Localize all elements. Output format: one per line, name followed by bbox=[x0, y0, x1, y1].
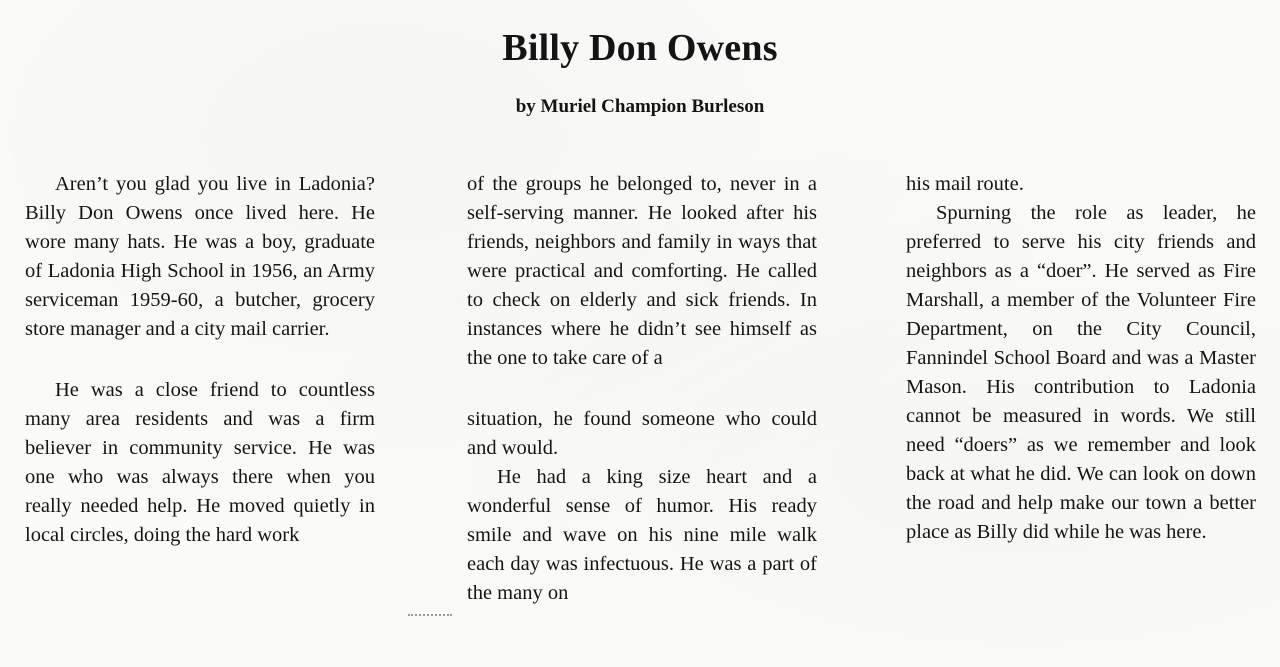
paragraph: Aren’t you glad you live in Ladonia? Billy Don Owens once lived here. He wore many hats. He was a boy, graduate of Ladonia High School in 1956, an Army serviceman 1959-60, a butcher, grocery store manager and a city mail carrier. bbox=[25, 173, 375, 340]
paragraph: situation, he found someone who could and would. bbox=[467, 408, 817, 459]
paragraph-gap bbox=[467, 373, 817, 405]
article-column-1 bbox=[25, 170, 375, 550]
paragraph-gap bbox=[25, 344, 375, 376]
article-column-2 bbox=[467, 170, 817, 608]
paragraph: Spurning the role as leader, he preferred to serve his city friends and neighbors as a “doer”. He served as Fire Marshall, a member of the Volunteer Fire Department, on the City Council, Fannindel School Board and was a Master Mason. His contribution to Ladonia cannot be measured in words. We still need “doers” as we remember and look back at what he did. We can look on down the road and help make our town a better place as Billy did while he was here. bbox=[906, 202, 1256, 543]
article-byline: by Muriel Champion Burleson bbox=[515, 96, 765, 117]
paragraph: his mail route. bbox=[906, 173, 1024, 195]
paragraph: He was a close friend to countless many area residents and was a firm believer in community service. He was one who was always there when you really needed help. He moved quietly in local circles, doing the hard work bbox=[25, 379, 375, 546]
print-smudge bbox=[408, 614, 452, 618]
article-column-3 bbox=[906, 170, 1256, 547]
paragraph: of the groups he belonged to, never in a self-serving manner. He looked after his friends, neighbors and family in ways that were practical and comforting. He called to check on elderly and sick friends. In instances where he didn’t see himself as the one to take care of a bbox=[467, 173, 817, 369]
article-title: Billy Don Owens bbox=[502, 27, 778, 69]
paragraph: He had a king size heart and a wonderful sense of humor. His ready smile and wave on his nine mile walk each day was infectuous. He was a part of the many on bbox=[467, 466, 817, 604]
